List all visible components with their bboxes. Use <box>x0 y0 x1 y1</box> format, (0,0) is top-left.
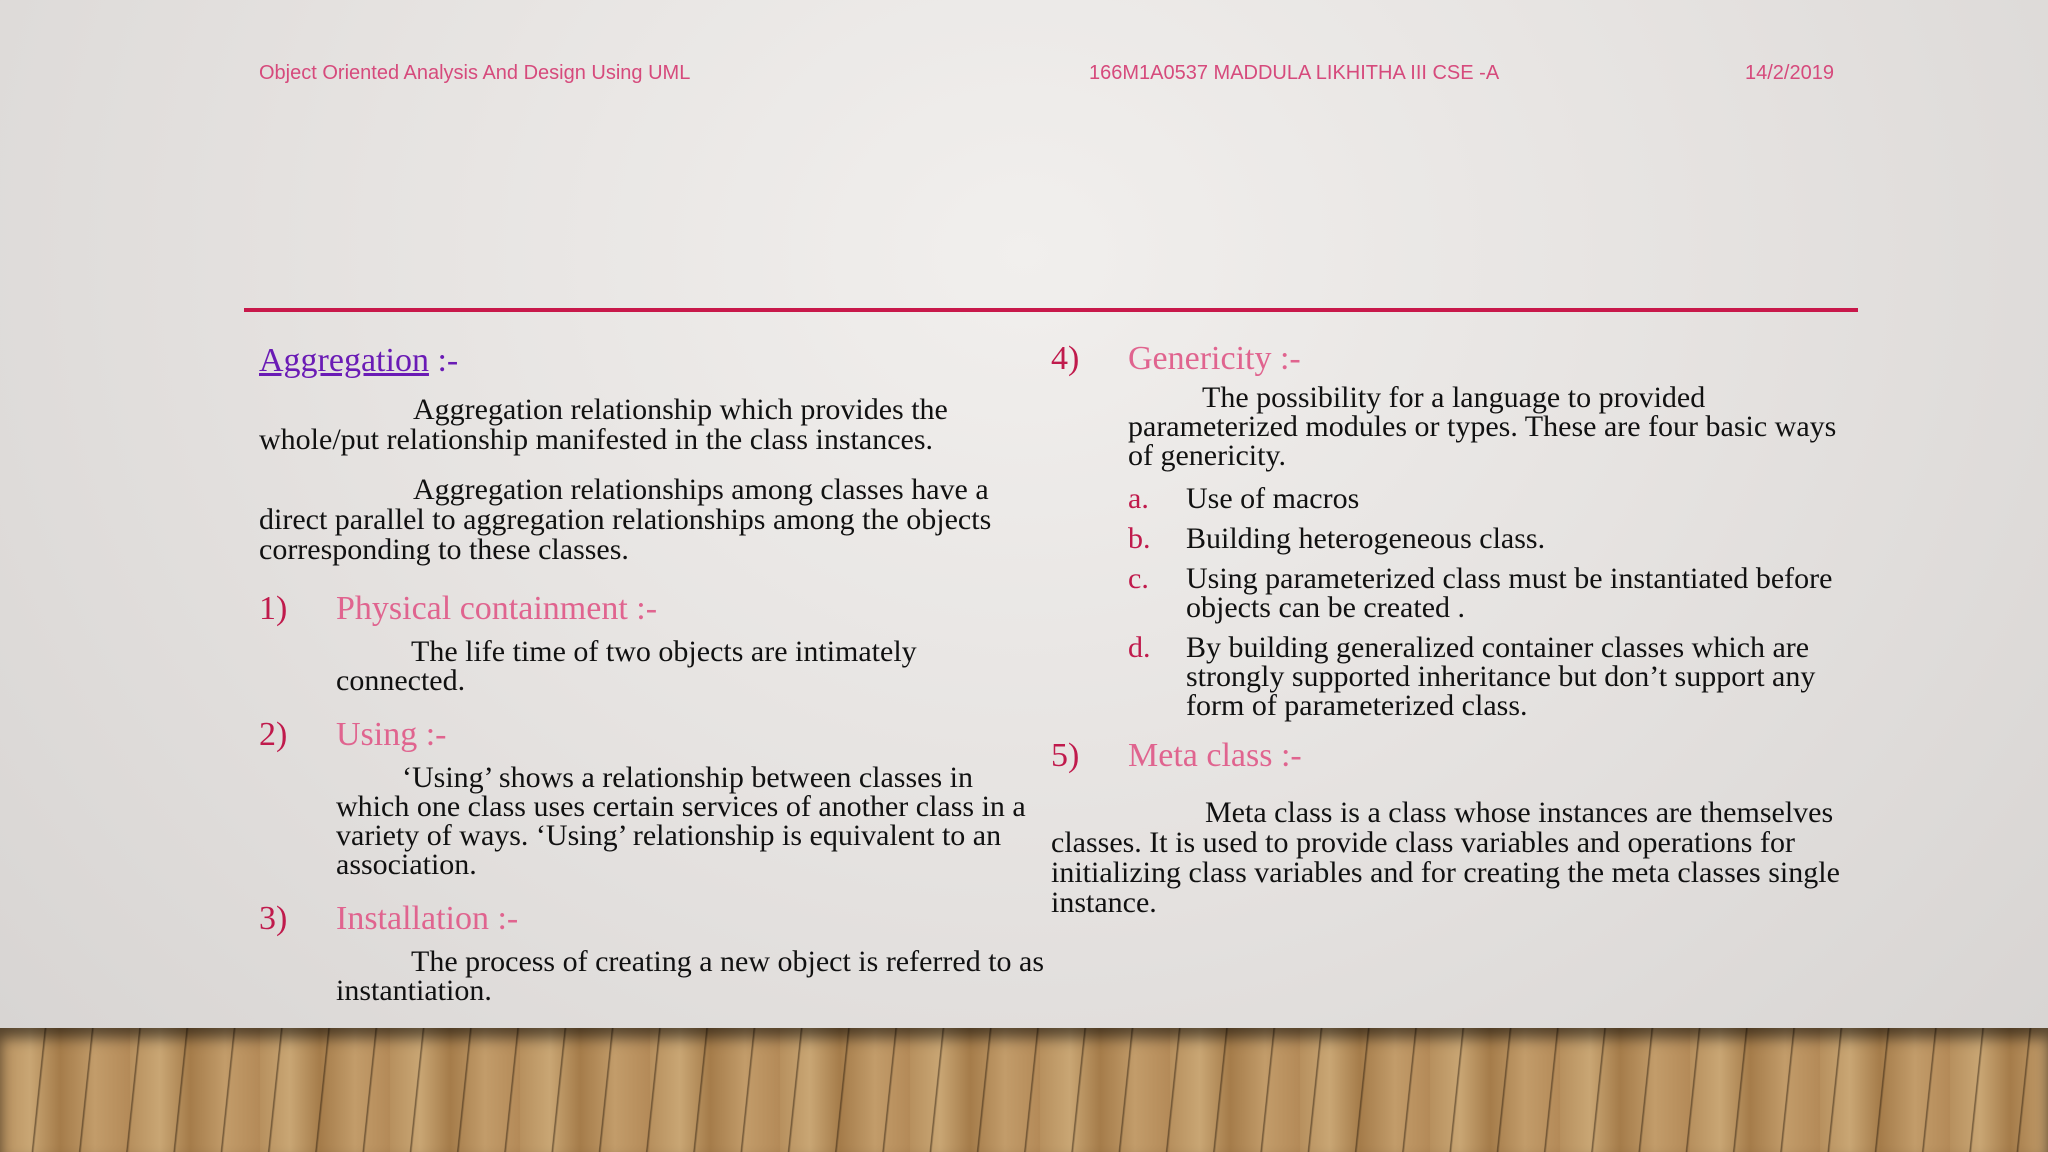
item-number: 5) <box>1051 737 1080 774</box>
item-number: 4) <box>1051 340 1080 377</box>
item-title: Installation :- <box>336 900 519 937</box>
title-divider <box>244 308 1858 312</box>
item-title: Physical containment :- <box>336 590 658 627</box>
right-column <box>1051 335 1844 938</box>
item-letter: c. <box>1128 562 1149 595</box>
genericity-list <box>1128 484 1844 720</box>
header-student: 166M1A0537 MADDULA LIKHITHA III CSE -A <box>1089 62 1500 84</box>
list-item <box>1051 732 1844 780</box>
item-text: Meta class is a class whose instances are themselves classes. It is used to provide class variables and operations for initializing class variables and for creating the meta classes single instance. <box>1051 796 1840 919</box>
aggregation-suffix: :- <box>428 342 459 379</box>
item-text: Use of macros <box>1186 482 1360 515</box>
aggregation-heading <box>259 335 1049 387</box>
list-item <box>1128 484 1844 513</box>
item-title: Genericity :- <box>1128 340 1301 377</box>
item-letter: a. <box>1128 482 1149 515</box>
list-item <box>1128 633 1844 720</box>
left-column <box>259 335 1049 1021</box>
wood-floor-image <box>0 1028 2048 1152</box>
list-item <box>1051 335 1844 383</box>
item-letter: d. <box>1128 631 1151 664</box>
aggregation-paragraph-2: Aggregation relationships among classes have a direct parallel to aggregation relationships among the objects corresponding to these classes. <box>259 473 992 566</box>
item-letter: b. <box>1128 522 1151 555</box>
item-text: The life time of two objects are intimately connected. <box>336 635 917 697</box>
list-item <box>1128 564 1844 622</box>
item-text: The possibility for a language to provided parameterized modules or types. These are four basic ways of genericity. <box>1128 381 1837 472</box>
list-item <box>259 711 1049 759</box>
item-text: By building generalized container classes which are strongly supported inheritance but don’t support any form of parameterized class. <box>1186 631 1816 722</box>
item-title: Using :- <box>336 716 447 753</box>
item-text: ‘Using’ shows a relationship between classes in which one class uses certain services of another class in a variety of ways. ‘Using’ relationship is equivalent to an association. <box>336 761 1026 881</box>
item-text: The process of creating a new object is referred to as instantiation. <box>336 945 1045 1007</box>
item-title: Meta class :- <box>1128 737 1302 774</box>
header-date: 14/2/2019 <box>1745 62 1834 84</box>
list-item <box>259 895 1049 943</box>
item-text: Building heterogeneous class. <box>1186 522 1546 555</box>
aggregation-paragraph-1: Aggregation relationship which provides the whole/put relationship manifested in the class instances. <box>259 393 948 456</box>
item-number: 1) <box>259 590 288 627</box>
list-item <box>259 585 1049 633</box>
item-number: 2) <box>259 716 288 753</box>
item-number: 3) <box>259 900 288 937</box>
list-item <box>1128 524 1844 553</box>
header-course: Object Oriented Analysis And Design Using UML <box>259 62 691 84</box>
item-text: Using parameterized class must be instantiated before objects can be created . <box>1186 562 1833 624</box>
aggregation-link[interactable]: Aggregation <box>259 342 429 379</box>
